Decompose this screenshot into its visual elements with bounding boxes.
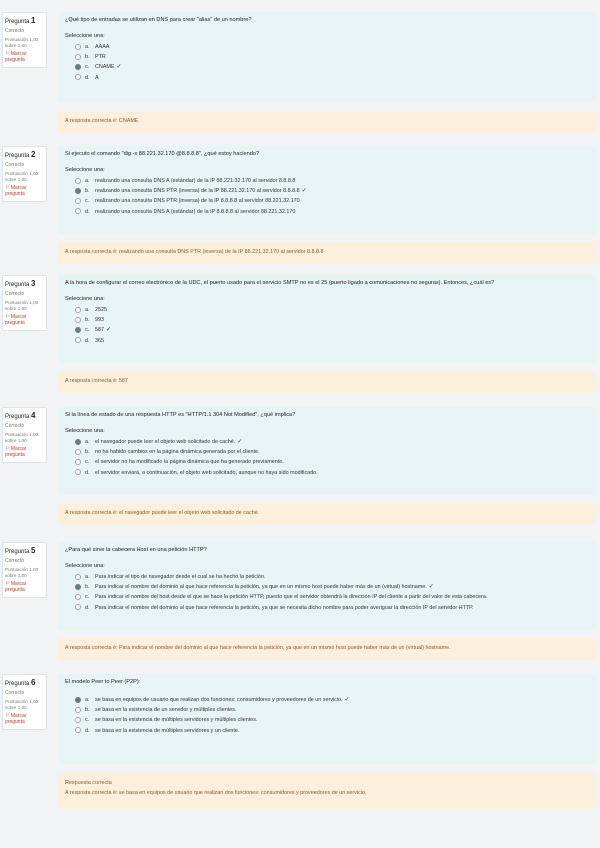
answer-option[interactable]: c. CNAME ✓	[65, 62, 589, 72]
flag-question-link[interactable]: ⚐ Marcar pregunta	[5, 581, 27, 593]
flag-question-link[interactable]: ⚐ Marcar pregunta	[5, 314, 27, 326]
answer-option[interactable]: c. 587 ✓	[65, 325, 589, 335]
answer-option[interactable]: a. Para indicar el tipo de navegador desde el cual se ha hecho la petición.	[65, 572, 589, 582]
question-state: Correcto	[5, 558, 25, 564]
radio-button[interactable]	[75, 594, 81, 600]
question-info	[2, 146, 47, 202]
flag-icon: ⚐	[5, 314, 11, 320]
question-info	[2, 542, 47, 598]
radio-button[interactable]	[75, 727, 81, 733]
feedback-box	[58, 242, 596, 264]
radio-button[interactable]	[75, 717, 81, 723]
answer-option[interactable]: b. PTR	[65, 52, 589, 62]
flag-icon: ⚐	[5, 185, 11, 191]
answer-option[interactable]: d. realizando una consulta DNS A (estándar) de la IP 8.8.8.8 al servidor 88.221.32.170	[65, 207, 589, 217]
correct-check-icon: ✓	[428, 584, 434, 591]
radio-button[interactable]	[75, 469, 81, 475]
radio-button-selected[interactable]	[75, 439, 81, 445]
flag-icon: ⚐	[5, 51, 11, 57]
answer-option[interactable]: b. realizando una consulta DNS PTR (inversa) de la IP 88.221.32.170 al servidor 8.8.8.8 ✓	[65, 186, 589, 196]
feedback-box	[58, 638, 596, 660]
correct-check-icon: ✓	[116, 64, 122, 71]
radio-button-selected[interactable]	[75, 327, 81, 333]
question-state: Correcto	[5, 423, 25, 429]
question-number: Pregunta 5	[5, 546, 36, 555]
radio-button-selected[interactable]	[75, 64, 81, 70]
question-grade: Puntuación 1,00 sobre 1,00	[5, 567, 39, 578]
question-grade: Puntuación 1,00 sobre 1,00	[5, 432, 39, 443]
question-state: Correcto	[5, 162, 25, 168]
radio-button[interactable]	[75, 44, 81, 50]
radio-button[interactable]	[75, 307, 81, 313]
correct-check-icon: ✓	[344, 697, 350, 703]
answer-option[interactable]: a. el navegador puede leer el objeto web solicitado de caché. ✓	[65, 437, 589, 447]
question-formulation	[58, 407, 596, 495]
question-info	[2, 407, 47, 463]
correct-answer-text: A resposta correcta é: se basa en equipos de usuario que realizan dos funciones: consumidores y proveedores de un servicio.	[65, 790, 367, 796]
question-text: A la hora de configurar el correo electrónico de la UDC, el puerto usado para el servicio SMTP no es el 25 (puerto ligado a comunicaciones no seguras). Entonces, ¿cuál es?	[65, 280, 495, 286]
radio-button[interactable]	[75, 449, 81, 455]
radio-button[interactable]	[75, 707, 81, 713]
radio-button-selected[interactable]	[75, 697, 81, 703]
feedback-box	[58, 371, 596, 393]
correct-check-icon: ✓	[237, 439, 243, 445]
answer-option[interactable]: d. 365	[65, 336, 589, 346]
feedback-box	[58, 773, 596, 809]
answer-option[interactable]: d. A	[65, 73, 589, 83]
answer-prompt: Seleccione una:	[65, 563, 105, 569]
answer-option[interactable]: a. realizando una consulta DNS A (estándar) de la IP 88.221.32.170 al servidor 8.8.8.8	[65, 176, 589, 186]
answer-prompt: Seleccione una:	[65, 428, 105, 434]
radio-button-selected[interactable]	[75, 584, 81, 590]
question-text: ¿Para qué sirve la cabecera Host en una petición HTTP?	[65, 547, 207, 553]
radio-button[interactable]	[75, 74, 81, 80]
feedback-title: Respuesta correcta	[65, 780, 112, 786]
question-info	[2, 275, 47, 331]
question-number: Pregunta 4	[5, 411, 36, 420]
correct-answer-text: A resposta correcta é: 587	[65, 378, 128, 384]
answer-option[interactable]: b. no ha habido cambios en la página dinámica generada por el cliente.	[65, 447, 589, 457]
correct-check-icon: ✓	[106, 327, 112, 334]
question-grade: Puntuación 1,00 sobre 1,00	[5, 699, 39, 710]
question-formulation	[58, 542, 596, 630]
radio-button[interactable]	[75, 604, 81, 610]
answer-prompt: Seleccione una:	[65, 296, 105, 302]
flag-icon: ⚐	[5, 446, 11, 452]
question-text: ¿Qué tipo de entradas se utilizan en DNS para crear "alias" de un nombre?	[65, 17, 252, 23]
question-formulation	[58, 674, 596, 764]
question-number: Pregunta 6	[5, 678, 36, 687]
flag-icon: ⚐	[5, 713, 11, 719]
answer-option[interactable]: c. Para indicar el nombre del host desde el que se hace la petición HTTP, puesto que el servidor obtendrá la dirección IP del cliente a partir del valor de esta cabecera.	[65, 592, 589, 602]
radio-button[interactable]	[75, 54, 81, 60]
answer-option[interactable]: c. se basa en la existencia de múltiples servidores y múltiples clientes.	[65, 715, 589, 725]
correct-answer-text: A resposta correcta é: realizando una consulta DNS PTR (inversa) de la IP 88.221.32.170 al servidor 8.8.8.8	[65, 249, 324, 255]
feedback-box	[58, 111, 596, 133]
question-number: Pregunta 3	[5, 279, 36, 288]
question-grade: Puntuación 1,00 sobre 1,00	[5, 37, 39, 48]
question-state: Correcto	[5, 291, 25, 297]
answer-option[interactable]: b. se basa en la existencia de un servidor y múltiples clientes.	[65, 705, 589, 715]
correct-answer-text: A resposta correcta é: CNAME	[65, 118, 139, 124]
radio-button[interactable]	[75, 459, 81, 465]
question-info	[2, 674, 47, 730]
question-grade: Puntuación 1,00 sobre 1,00	[5, 300, 39, 311]
answer-option[interactable]: d. Para indicar el nombre del dominio al que hace referencia la petición, ya que se necesita dicho nombre para poder averiguar la dirección IP del servidor HTTP.	[65, 603, 589, 613]
correct-answer-text: A resposta correcta é: Para indicar el nombre del dominio al que hace referencia la petición, ya que en un mismo host puede haber más de un (virtual) hostname.	[65, 645, 451, 651]
correct-check-icon: ✓	[301, 188, 307, 195]
question-formulation	[58, 275, 596, 363]
question-formulation	[58, 12, 596, 102]
answer-option[interactable]: c. realizando una consulta DNS PTR (inversa) de la IP 8.8.8.8 al servidor 88.221.32.170	[65, 196, 589, 206]
correct-answer-text: A resposta correcta é: el navegador puede leer el objeto web solicitado de caché.	[65, 510, 260, 516]
answer-prompt: Seleccione una:	[65, 167, 105, 173]
question-text: Si ejecuto el comando "dig -x 88.221.32.170 @8.8.8.8", ¿qué estoy haciendo?	[65, 151, 260, 157]
radio-button[interactable]	[75, 337, 81, 343]
question-state: Correcto	[5, 28, 25, 34]
flag-question-link[interactable]: ⚐ Marcar pregunta	[5, 51, 27, 63]
question-text: Si la línea de estado de una respuesta HTTP es "HTTP/1.1 304 Not Modified", ¿qué implica?	[65, 412, 296, 418]
question-text: El modelo Peer to Peer (P2P):	[65, 679, 141, 685]
answer-option[interactable]: a. se basa en equipos de usuario que realizan dos funciones: consumidores y proveedores de un servicio. ✓	[65, 695, 589, 705]
answer-option[interactable]: a. 2525	[65, 305, 589, 315]
flag-icon: ⚐	[5, 581, 11, 587]
answer-option[interactable]: a. AAAA	[65, 42, 589, 52]
radio-button[interactable]	[75, 178, 81, 184]
flag-question-link[interactable]: ⚐ Marcar pregunta	[5, 446, 27, 458]
feedback-box	[58, 503, 596, 525]
answer-prompt: Seleccione una:	[65, 33, 105, 39]
radio-button[interactable]	[75, 198, 81, 204]
flag-question-link[interactable]: ⚐ Marcar pregunta	[5, 713, 27, 725]
radio-button[interactable]	[75, 317, 81, 323]
question-formulation	[58, 146, 596, 234]
question-number: Pregunta 1	[5, 16, 36, 25]
question-number: Pregunta 2	[5, 150, 36, 159]
answer-option[interactable]: b. 993	[65, 315, 589, 325]
question-state: Correcto	[5, 690, 25, 696]
radio-button[interactable]	[75, 208, 81, 214]
question-info	[2, 12, 47, 68]
radio-button[interactable]	[75, 574, 81, 580]
answer-option[interactable]: d. el servidor enviará, a continuación, el objeto web solicitado, aunque no haya sido modificado.	[65, 468, 589, 478]
answer-option[interactable]: b. Para indicar el nombre del dominio al que hace referencia la petición, ya que en un mismo host puede haber más de un (virtual) hostname. ✓	[65, 582, 589, 592]
answer-option[interactable]: d. se basa en la existencia de múltiples servidores y un cliente.	[65, 726, 589, 736]
flag-question-link[interactable]: ⚐ Marcar pregunta	[5, 185, 27, 197]
question-grade: Puntuación 1,00 sobre 1,00	[5, 171, 39, 182]
answer-option[interactable]: c. el servidor no ha modificado la página dinámica que ha generado previamente.	[65, 457, 589, 467]
radio-button-selected[interactable]	[75, 188, 81, 194]
